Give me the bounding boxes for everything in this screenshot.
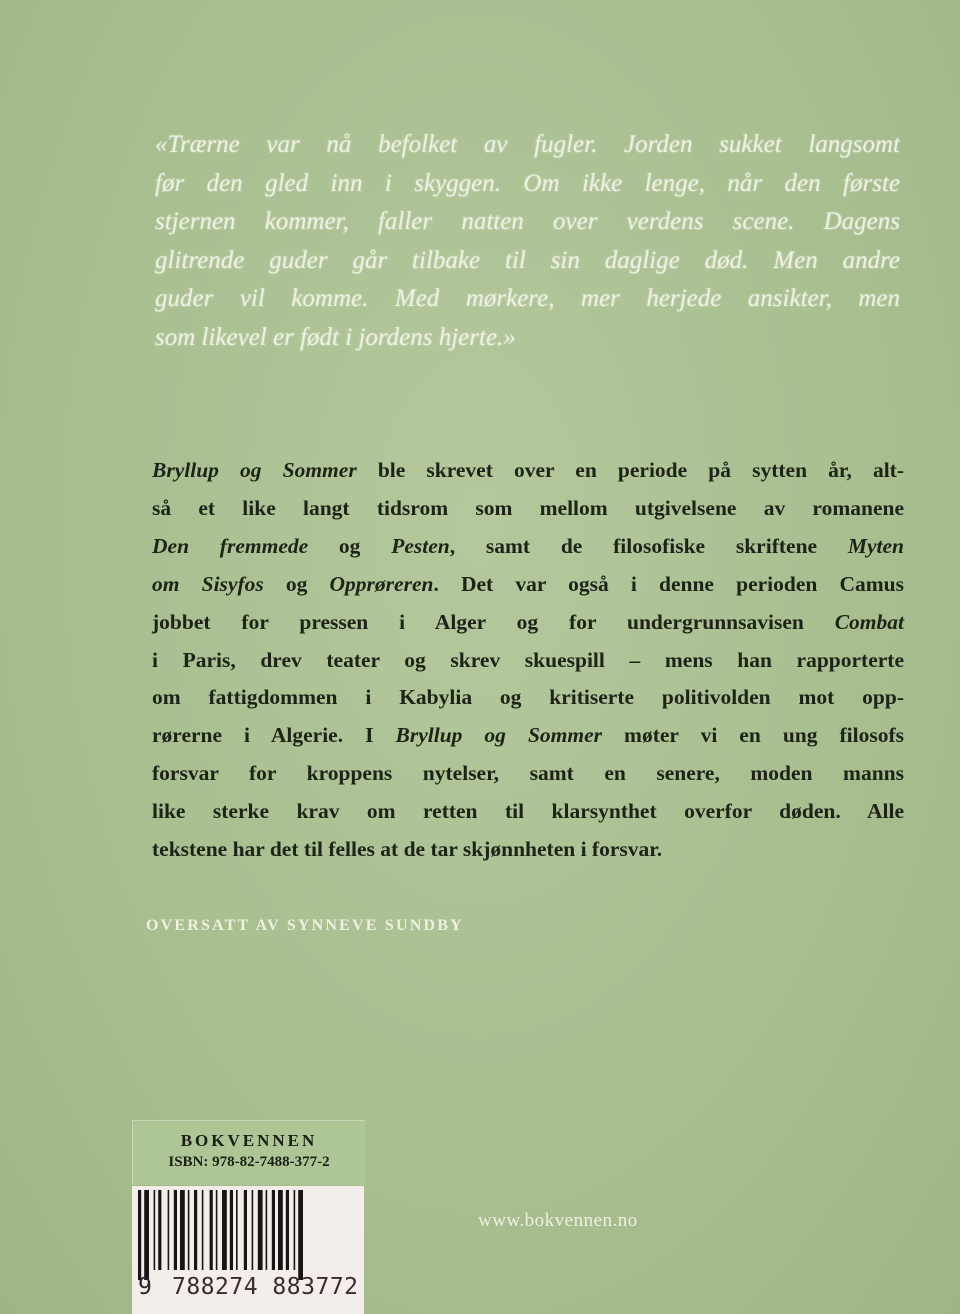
description-line [152,679,904,717]
barcode-bar [294,1190,296,1270]
barcode-bar [272,1190,275,1270]
title-italic: Pesten [391,533,450,558]
barcode-bar [154,1190,156,1270]
text-segment: jobbet for pressen i Alger og for undergrunnsavisen [152,609,835,634]
publisher-url: www.bokvennen.no [478,1210,638,1231]
quote-line: guder vil komme. Med mørkere, mer herjede ansikter, men [155,285,900,312]
barcode-bar [244,1190,247,1270]
text-segment: ble skrevet over en periode på sytten år, alt- [356,458,905,482]
translator-credit: OVERSATT AV SYNNEVE SUNDBY [146,917,464,934]
publisher-name: BOKVENNEN [180,1131,318,1150]
barcode-bar [298,1190,303,1280]
barcode-bars [138,1190,362,1280]
description-line [152,717,904,755]
title-italic: Bryllup og Sommer [152,458,357,482]
isbn-label [132,1120,365,1185]
text-segment: møter vi en ung filosofs [602,723,905,748]
barcode-bar [180,1190,185,1270]
barcode-first-digit: 9 [138,1274,152,1300]
title-italic: om Sisyfos [152,571,264,596]
barcode-bar [202,1190,204,1270]
description-line [152,755,904,793]
text-segment: tekstene har det til felles at de tar skjønnheten i forsvar. [152,837,663,862]
text-segment: i Paris, drev teater og skrev skuespill – mens han rapporterte [152,647,904,672]
quote-line: glitrende guder går tilbake til sin daglige død. Men andre [155,246,900,274]
barcode-bar [252,1190,254,1270]
barcode-bar [174,1190,177,1270]
back-cover-quote [155,126,900,357]
barcode-bar [230,1190,233,1270]
title-italic: Myten [847,533,904,558]
isbn-number: ISBN: 978-82-7488-377-2 [168,1154,330,1170]
description-line [152,604,904,642]
quote-line: før den gled inn i skyggen. Om ikke lenge, når den første [155,169,900,197]
text-segment: rørerne i Algerie. I [152,723,396,748]
text-segment: forsvar for kroppens nytelser, samt en senere, moden manns [152,761,904,786]
description-line [152,642,904,680]
barcode-bar [138,1190,141,1280]
barcode-bar [188,1190,190,1270]
barcode-bar [158,1190,161,1270]
quote-line: stjernen kommer, faller natten over verdens scene. Dagens [155,208,900,235]
quote-line: «Trærne var nå befolket av fugler. Jorden sukket langsomt [155,131,900,158]
barcode-bar [210,1190,213,1270]
text-segment: så et like langt tidsrom som mellom utgivelsene av romanene [152,495,904,520]
barcode-digits: 788274 883772 [172,1274,359,1300]
barcode-bar [236,1190,238,1270]
barcode-bar [286,1190,289,1270]
barcode [132,1186,364,1314]
text-segment: og [263,571,330,596]
text-segment: . Det var også i denne perioden Camus [433,571,904,596]
text-segment: om fattigdommen i Kabylia og kritiserte politivolden mot opp- [152,685,904,710]
description-line [152,831,904,869]
description-line [152,490,904,528]
barcode-bar [216,1190,218,1270]
barcode-bar [278,1190,283,1270]
quote-line: som likevel er født i jordens hjerte.» [155,323,516,351]
barcode-bar [266,1190,268,1270]
barcode-bar [194,1190,197,1270]
text-segment: og [308,533,392,558]
description-line [152,452,904,490]
text-segment: , samt de filosofiske skriftene [449,533,848,558]
barcode-bar [222,1190,227,1270]
title-italic: Den fremmede [152,533,309,558]
title-italic: Opprøreren [329,571,434,596]
book-description [152,452,904,869]
description-line [152,793,904,831]
title-italic: Combat [834,609,904,634]
barcode-bar [258,1190,263,1270]
title-italic: Bryllup og Sommer [395,723,603,748]
text-segment: like sterke krav om retten til klarsynthet overfor døden. Alle [152,799,904,824]
description-line [152,566,904,604]
description-line [152,528,904,566]
barcode-bar [144,1190,149,1280]
barcode-bar [168,1190,170,1270]
